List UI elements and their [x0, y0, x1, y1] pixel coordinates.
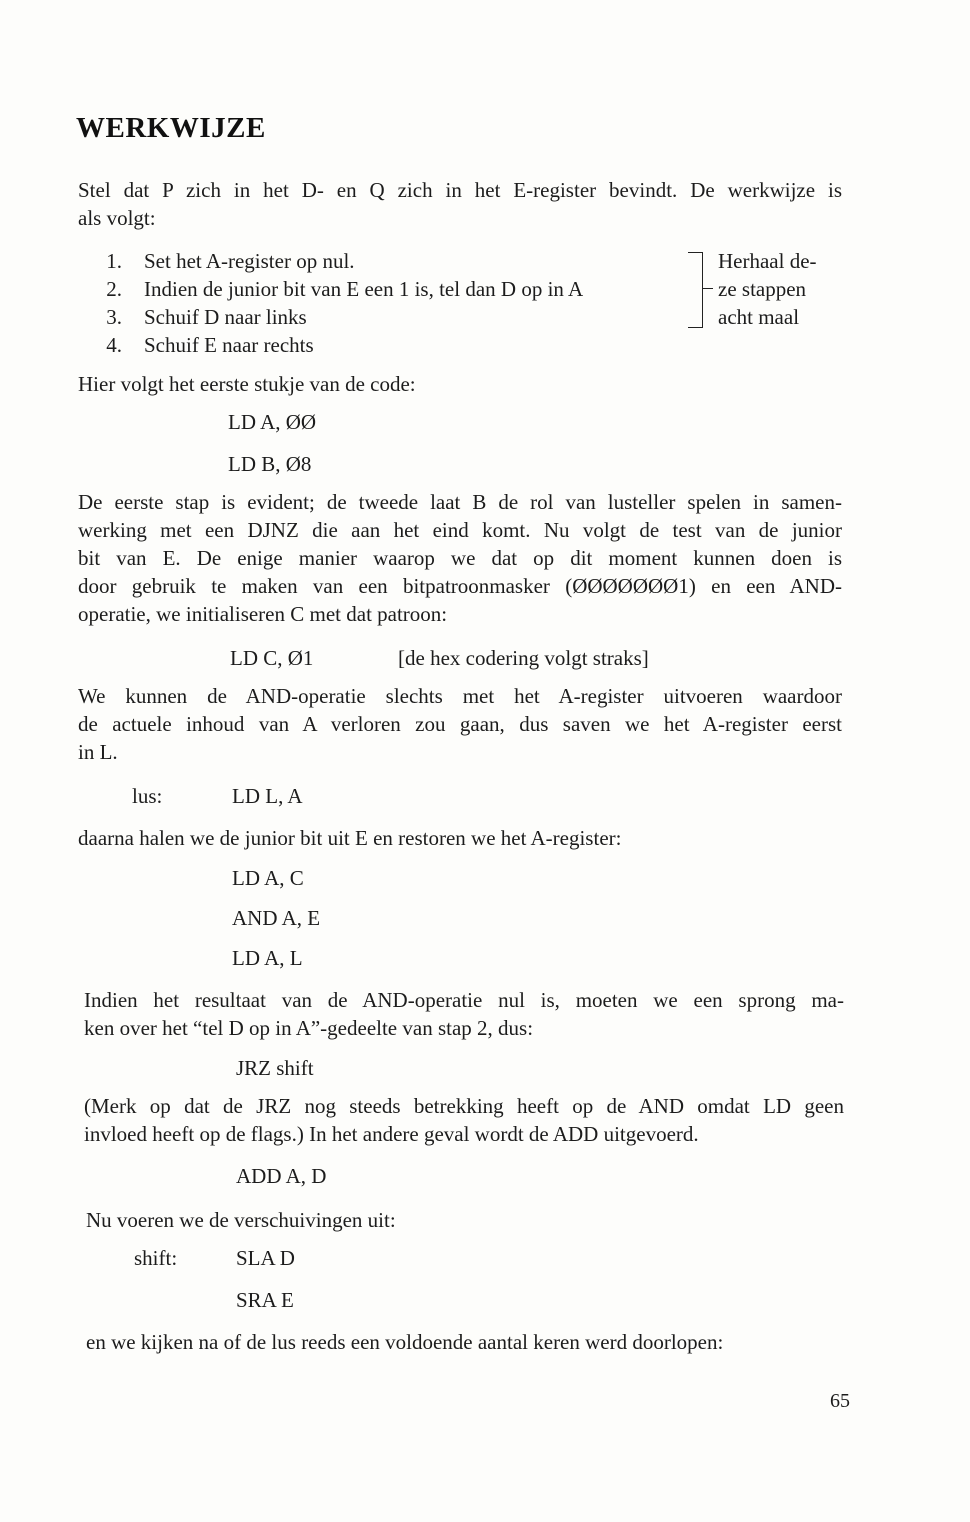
code-line: SRA E	[236, 1288, 294, 1312]
code-line: LD A, C	[232, 866, 304, 890]
code-line: LD C, Ø1	[230, 646, 314, 670]
side-note-line: Herhaal de-	[718, 249, 817, 273]
bracket-tick	[703, 288, 713, 289]
text-line: (Merk op dat de JRZ nog steeds betrekking heeft op de AND omdat LD geen	[84, 1094, 844, 1118]
paragraph	[86, 1328, 848, 1356]
list-number: 2.	[106, 277, 122, 301]
paragraph	[84, 986, 844, 1042]
bracket-line	[688, 252, 703, 328]
code-line: SLA D	[236, 1246, 295, 1270]
side-note-line: acht maal	[718, 305, 800, 329]
code-line: LD B, Ø8	[228, 452, 312, 476]
text-line: operatie, we initialiseren C met dat patroon:	[78, 602, 448, 626]
text-line: als volgt:	[78, 206, 156, 230]
code-line: LD A, ØØ	[228, 410, 317, 434]
list-number: 1.	[106, 249, 122, 273]
paragraph	[78, 824, 842, 852]
list-number: 4.	[106, 333, 122, 357]
text-line: door gebruik te maken van een bitpatroonmasker (ØØØØØØØ1) en een AND-	[78, 574, 842, 598]
side-note-line: ze stappen	[718, 277, 807, 301]
list-item	[80, 331, 844, 359]
code-label: lus:	[132, 784, 163, 808]
side-note	[718, 247, 817, 331]
text-line: invloed heeft op de flags.) In het andere geval wordt de ADD uitgevoerd.	[84, 1122, 699, 1146]
text-line: Stel dat P zich in het D- en Q zich in het E-register bevindt. De werkwijze is	[78, 178, 842, 202]
page-number: 65	[830, 1390, 850, 1412]
text-line: bit van E. De enige manier waarop we dat op dit moment kunnen doen is	[78, 546, 842, 570]
paragraph	[78, 488, 842, 628]
text-line: We kunnen de AND-operatie slechts met het A-register uitvoeren waardoor	[78, 684, 842, 708]
text-line: en we kijken na of de lus reeds een voldoende aantal keren werd doorlopen:	[86, 1330, 724, 1354]
code-line: ADD A, D	[236, 1164, 327, 1188]
section-heading: WERKWIJZE	[76, 112, 266, 144]
text-line: ken over het “tel D op in A”-gedeelte van stap 2, dus:	[84, 1016, 534, 1040]
text-line: Indien het resultaat van de AND-operatie nul is, moeten we een sprong ma-	[84, 988, 844, 1012]
list-text: Schuif D naar links	[144, 305, 307, 329]
code-line: LD L, A	[232, 784, 303, 808]
list-text: Schuif E naar rechts	[144, 333, 314, 357]
list-number: 3.	[106, 305, 122, 329]
text-line: Hier volgt het eerste stukje van de code:	[78, 372, 416, 396]
code-label: shift:	[134, 1246, 178, 1270]
code-line: JRZ shift	[236, 1056, 314, 1080]
list-text: Indien de junior bit van E een 1 is, tel dan D op in A	[144, 277, 584, 301]
paragraph	[86, 1206, 850, 1234]
intro-paragraph	[78, 176, 842, 232]
text-line: werking met een DJNZ die aan het eind komt. Nu volgt de test van de junior	[78, 518, 842, 542]
text-line: de actuele inhoud van A verloren zou gaan, dus saven we het A-register eerst	[78, 712, 842, 736]
text-line: in L.	[78, 740, 118, 764]
code-comment: [de hex codering volgt straks]	[398, 646, 649, 670]
code-line: AND A, E	[232, 906, 321, 930]
paragraph	[84, 1092, 844, 1148]
list-text: Set het A-register op nul.	[144, 249, 355, 273]
text-line: Nu voeren we de verschuivingen uit:	[86, 1208, 396, 1232]
paragraph	[78, 370, 842, 398]
paragraph	[78, 682, 842, 766]
code-line: LD A, L	[232, 946, 303, 970]
text-line: daarna halen we de junior bit uit E en restoren we het A-register:	[78, 826, 622, 850]
text-line: De eerste stap is evident; de tweede laat B de rol van lusteller spelen in samen-	[78, 490, 842, 514]
